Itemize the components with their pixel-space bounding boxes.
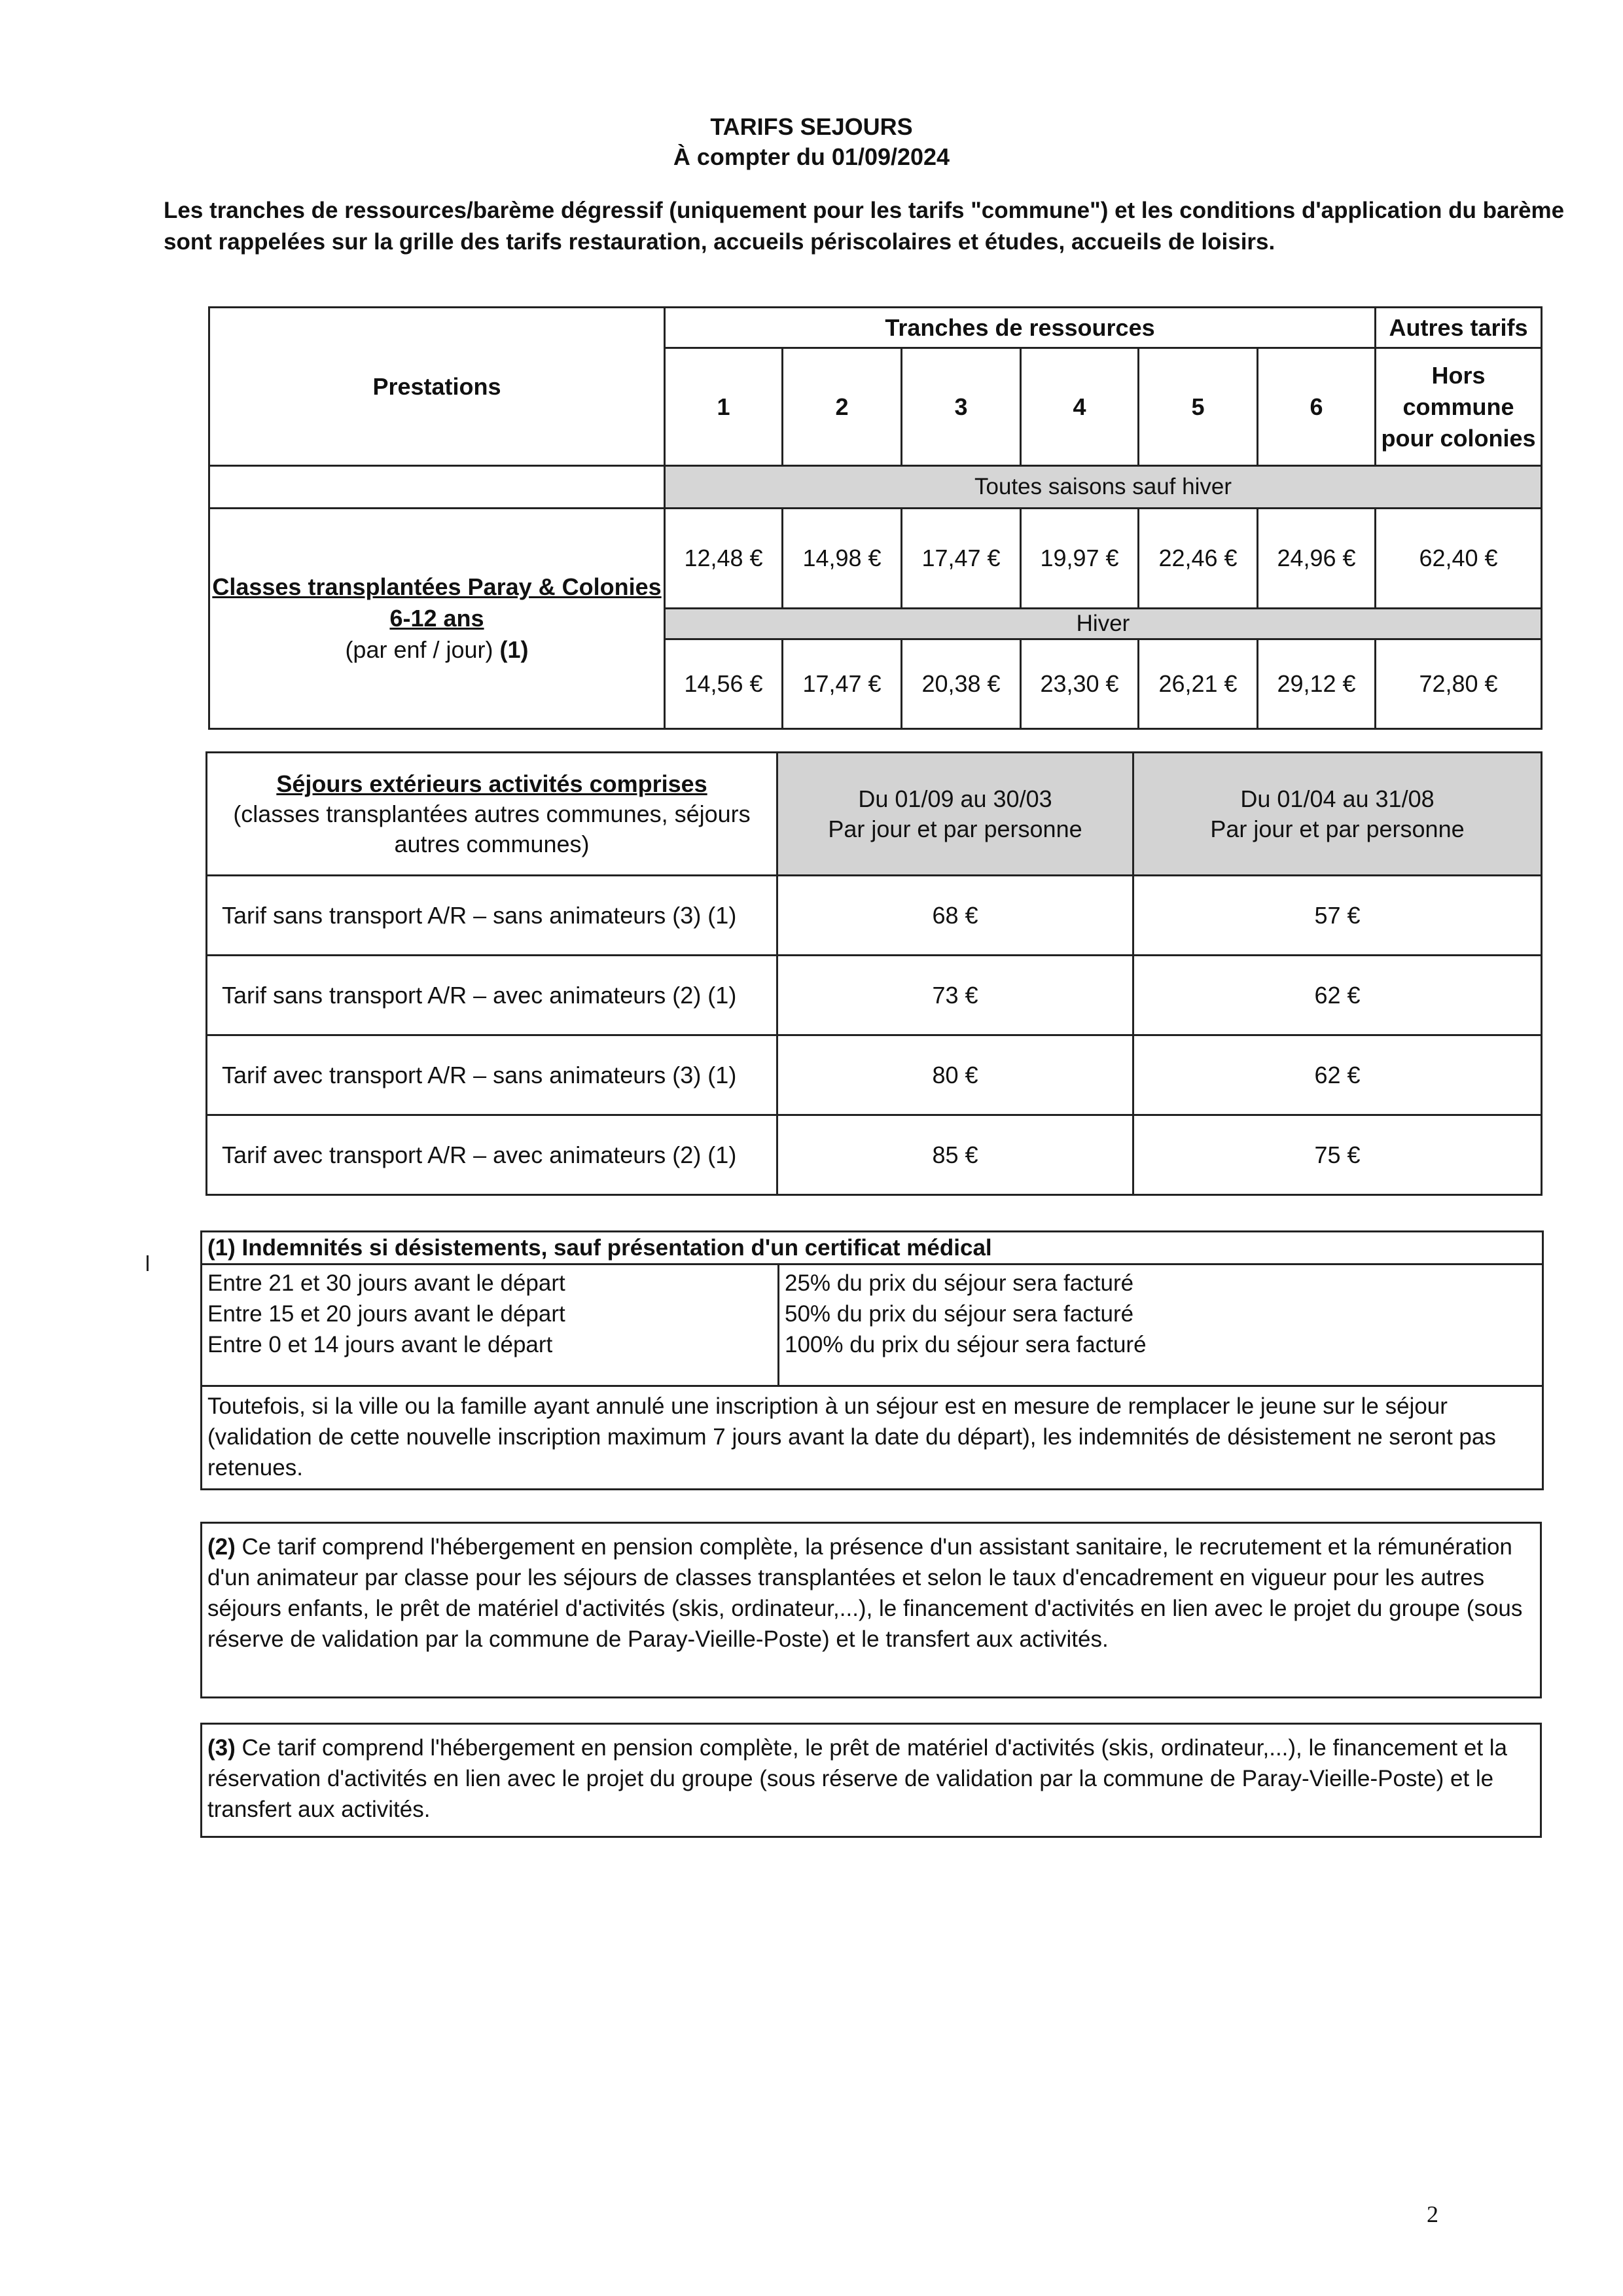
classes-title: Classes transplantées Paray & Colonies 6-12 ans xyxy=(212,573,662,632)
sejours-subtitle: (classes transplantées autres communes, séjours autres communes) xyxy=(233,800,751,857)
table-row xyxy=(207,876,1542,956)
row-label: Tarif avec transport A/R – sans animateurs (3) (1) xyxy=(207,1035,777,1115)
price-cell: 17,47 € xyxy=(902,509,1021,609)
desistement-header: (1) Indemnités si désistements, sauf présentation d'un certificat médical xyxy=(202,1232,1543,1265)
tranche-header: 3 xyxy=(902,348,1021,466)
desistement-note: Toutefois, si la ville ou la famille ayant annulé une inscription à un séjour est en mesure de remplacer le jeune sur le séjour (validation de cette nouvelle inscription maximum 7 jours avant la date du départ), les indemnités de désistement ne seront pas retenues. xyxy=(202,1386,1543,1490)
price-cell: 23,30 € xyxy=(1021,639,1139,729)
price-cell: 14,98 € xyxy=(783,509,902,609)
price-cell: 17,47 € xyxy=(783,639,902,729)
price-cell: 62 € xyxy=(1133,1035,1542,1115)
season-band-non-hiver: Toutes saisons sauf hiver xyxy=(665,466,1542,509)
price-cell: 14,56 € xyxy=(665,639,783,729)
autres-tarifs-header: Autres tarifs xyxy=(1376,308,1542,348)
table-row xyxy=(207,1035,1542,1115)
table-row xyxy=(207,956,1542,1035)
note-3: (3) Ce tarif comprend l'hébergement en pension complète, le prêt de matériel d'activités (skis, ordinateur,...), le financement et la réservation d'activités en lien avec le projet du groupe (sous réserve de validation par la commune de Paray-Vieille-Poste) et le transfert aux activités. xyxy=(200,1723,1542,1838)
season-band-hiver: Hiver xyxy=(665,609,1542,639)
tranche-header: 5 xyxy=(1139,348,1258,466)
price-cell: 73 € xyxy=(777,956,1133,1035)
row-label: Tarif sans transport A/R – avec animateurs (2) (1) xyxy=(207,956,777,1035)
tranche-header: 1 xyxy=(665,348,783,466)
classes-transplantees-cell xyxy=(209,509,665,729)
tranches-header: Tranches de ressources xyxy=(665,308,1376,348)
tranche-header: 6 xyxy=(1258,348,1376,466)
row-label: Tarif sans transport A/R – sans animateurs (3) (1) xyxy=(207,876,777,956)
table-row xyxy=(207,1115,1542,1195)
tarif-table-classes xyxy=(208,306,1543,730)
tranche-header: 4 xyxy=(1021,348,1139,466)
price-cell-hors-commune: 62,40 € xyxy=(1376,509,1542,609)
page-subtitle: À compter du 01/09/2024 xyxy=(673,143,950,170)
price-cell: 26,21 € xyxy=(1139,639,1258,729)
price-cell: 80 € xyxy=(777,1035,1133,1115)
sejours-title: Séjours extérieurs activités comprises xyxy=(276,770,707,797)
price-cell: 62 € xyxy=(1133,956,1542,1035)
price-cell: 57 € xyxy=(1133,876,1542,956)
price-cell: 12,48 € xyxy=(665,509,783,609)
desistement-table xyxy=(200,1230,1544,1490)
spacer-cell xyxy=(209,466,665,509)
period-header-winter: Du 01/09 au 30/03 Par jour et par personne xyxy=(777,753,1133,876)
price-cell: 20,38 € xyxy=(902,639,1021,729)
tranche-header: 2 xyxy=(783,348,902,466)
intro-paragraph: Les tranches de ressources/barème dégressif (uniquement pour les tarifs "commune") et les conditions d'application du barème sont rappelées sur la grille des tarifs restauration, accueils périscolaires et études, accueils de loisirs. xyxy=(164,198,1565,255)
price-cell: 85 € xyxy=(777,1115,1133,1195)
page-number: 2 xyxy=(1427,2201,1438,2227)
desistement-periods: Entre 21 et 30 jours avant le départ Entre 15 et 20 jours avant le départ Entre 0 et 14 jours avant le départ xyxy=(202,1265,779,1386)
price-cell: 22,46 € xyxy=(1139,509,1258,609)
page-title: TARIFS SEJOURS xyxy=(710,113,913,140)
note-2: (2) Ce tarif comprend l'hébergement en pension complète, la présence d'un assistant sanitaire, le recrutement et la rémunération d'un animateur par classe pour les séjours de classes transplantées et selon le taux d'encadrement en vigueur pour les autres séjours enfants, le prêt de matériel d'activités (skis, ordinateur,...), le financement d'activités en lien avec le projet du groupe (sous réserve de validation par la commune de Paray-Vieille-Poste) et le transfert aux activités. xyxy=(200,1522,1542,1698)
margin-mark xyxy=(147,1255,149,1271)
hors-commune-header: Hors commune pour colonies xyxy=(1376,348,1542,466)
prestations-header: Prestations xyxy=(209,308,665,466)
row-label: Tarif avec transport A/R – avec animateurs (2) (1) xyxy=(207,1115,777,1195)
price-cell: 75 € xyxy=(1133,1115,1542,1195)
sejours-header xyxy=(207,753,777,876)
price-cell: 68 € xyxy=(777,876,1133,956)
price-cell: 29,12 € xyxy=(1258,639,1376,729)
tarif-table-sejours-exterieurs xyxy=(205,751,1543,1196)
desistement-charges: 25% du prix du séjour sera facturé 50% du prix du séjour sera facturé 100% du prix du séjour sera facturé xyxy=(779,1265,1543,1386)
price-cell-hors-commune: 72,80 € xyxy=(1376,639,1542,729)
price-cell: 19,97 € xyxy=(1021,509,1139,609)
price-cell: 24,96 € xyxy=(1258,509,1376,609)
period-header-summer: Du 01/04 au 31/08 Par jour et par personne xyxy=(1133,753,1542,876)
classes-subtitle: (par enf / jour) (1) xyxy=(345,636,529,663)
